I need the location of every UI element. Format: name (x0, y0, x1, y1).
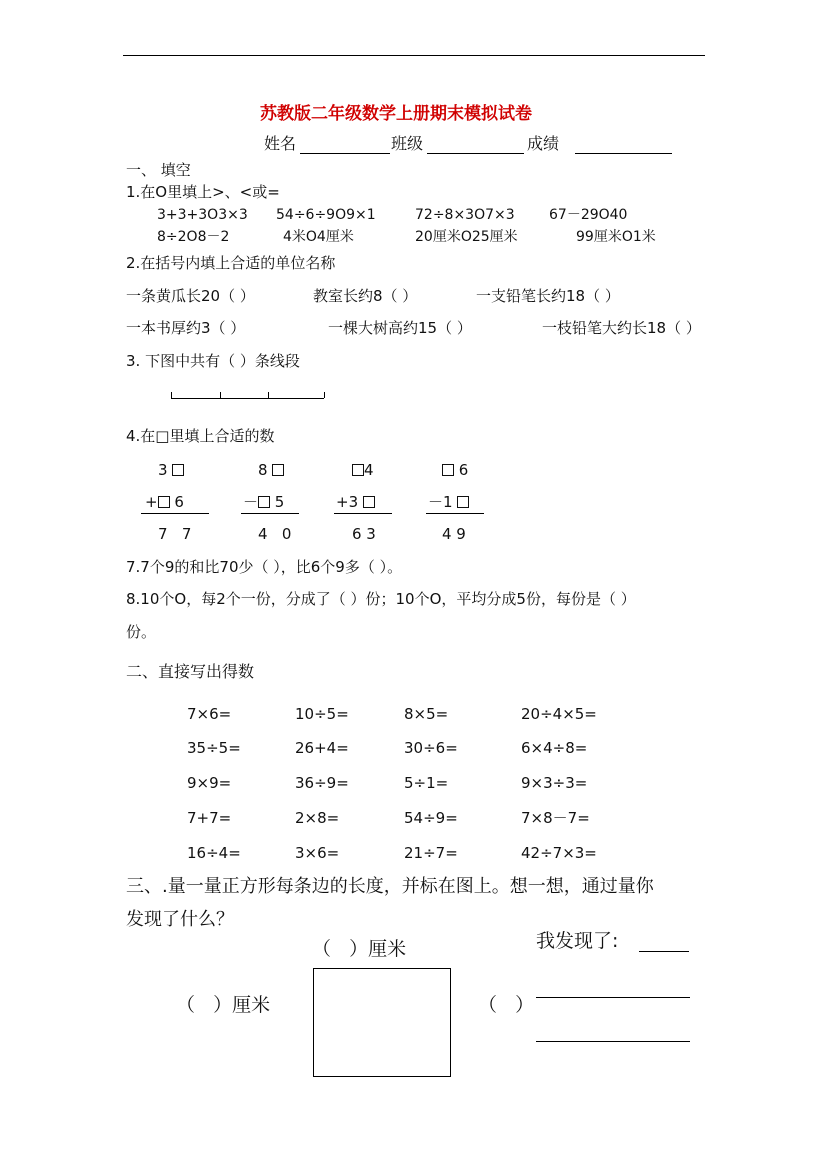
calc-item: 30÷6= (404, 739, 458, 757)
calc-item: 7×6= (187, 705, 232, 723)
score-label: 成绩 (527, 134, 560, 153)
class-label: 班级 (391, 134, 424, 153)
measure-square (313, 968, 451, 1077)
q2-item: 一本书厚约3（ ） (126, 319, 246, 337)
calc-item: 36÷9= (295, 774, 349, 792)
calc-item: 7×8－7= (521, 809, 590, 827)
blank-box[interactable] (363, 496, 375, 508)
blank-box[interactable] (272, 464, 284, 476)
q4-mid: + 6 (145, 493, 184, 511)
blank-box[interactable] (172, 464, 184, 476)
page-title: 苏教版二年级数学上册期末模拟试卷 (260, 104, 532, 124)
top-rule (123, 55, 705, 56)
q1-item: 8÷2O8－2 (157, 229, 230, 245)
name-label: 姓名 (264, 134, 297, 153)
calc-item: 54÷9= (404, 809, 458, 827)
calc-item: 9×9= (187, 774, 232, 792)
calc-item: 21÷7= (404, 844, 458, 862)
square-top-label: （ ）厘米 (312, 938, 407, 960)
found-blank[interactable] (536, 997, 690, 998)
q7: 7.7个9的和比70少（ ），比6个9多（ ）。 (126, 558, 403, 576)
q4-top: 8 (258, 463, 284, 478)
segment-endpoint (171, 392, 172, 398)
blank-box[interactable] (258, 496, 270, 508)
calc-item: 26+4= (295, 739, 349, 757)
q1-item: 4米O4厘米 (283, 229, 354, 245)
q2-item: 一棵大树高约15（ ） (328, 319, 472, 337)
calc-item: 20÷4×5= (521, 705, 597, 723)
segment-point (220, 392, 221, 398)
calc-item: 7+7= (187, 809, 232, 827)
calc-item: 16÷4= (187, 844, 241, 862)
calc-item: 10÷5= (295, 705, 349, 723)
found-label: 我发现了: (536, 930, 619, 952)
calc-item: 5÷1= (404, 774, 449, 792)
calc-item: 2×8= (295, 809, 340, 827)
found-blank[interactable] (536, 1041, 690, 1042)
q2-item: 教室长约8（ ） (313, 287, 418, 305)
blank-box[interactable] (442, 464, 454, 476)
segment-point (268, 392, 269, 398)
square-left-label: （ ）厘米 (176, 994, 271, 1016)
found-blank[interactable] (639, 951, 689, 952)
section1-heading: 一、 填空 (126, 161, 191, 179)
class-blank[interactable] (427, 153, 524, 154)
q4-prompt: 4.在□里填上合适的数 (126, 427, 275, 445)
calc-item: 6×4÷8= (521, 739, 588, 757)
q1-item: 20厘米O25厘米 (415, 229, 518, 245)
q8-line1: 8.10个O，每2个一份，分成了（ ）份；10个O，平均分成5份，每份是（ ） (126, 590, 636, 608)
q4-answer: 4 0 (258, 525, 292, 543)
q2-item: 一条黄瓜长20（ ） (126, 287, 255, 305)
q1-prompt: 1.在O里填上>、<或= (126, 183, 280, 201)
calc-item: 9×3÷3= (521, 774, 588, 792)
calc-item: 42÷7×3= (521, 844, 597, 862)
calc-item: 35÷5= (187, 739, 241, 757)
score-blank[interactable] (575, 153, 672, 154)
section3-line1: 三、.量一量正方形每条边的长度，并标在图上。想一想，通过量你 (126, 876, 654, 897)
section2-heading: 二、直接写出得数 (126, 662, 255, 681)
segment-endpoint (324, 392, 325, 398)
segment-line (171, 398, 324, 399)
q2-item: 一枝铅笔大约长18（ ） (542, 319, 701, 337)
q1-item: 72÷8×3O7×3 (415, 207, 515, 223)
q1-item: 54÷6÷9O9×1 (276, 207, 376, 223)
q4-top: 4 (352, 463, 374, 478)
q4-answer: 6 3 (352, 525, 376, 543)
blank-box[interactable] (158, 496, 170, 508)
q4-sum-line (241, 513, 299, 514)
q4-sum-line (426, 513, 484, 514)
q4-answer: 4 9 (442, 525, 466, 543)
name-blank[interactable] (300, 153, 390, 154)
q4-sum-line (334, 513, 392, 514)
blank-box[interactable] (352, 464, 364, 476)
q2-prompt: 2.在括号内填上合适的单位名称 (126, 254, 336, 272)
q1-item: 3+3+3O3×3 (157, 207, 248, 223)
blank-box[interactable] (457, 496, 469, 508)
q8-line2: 份。 (126, 623, 157, 641)
q4-top: 3 (158, 463, 184, 478)
q4-answer: 7 7 (158, 525, 192, 543)
calc-item: 8×5= (404, 705, 449, 723)
square-right-label: （ ） (478, 994, 535, 1016)
q4-mid: －1 (428, 495, 469, 510)
q4-mid: +3 (336, 495, 375, 510)
q4-mid: － 5 (243, 493, 285, 511)
q1-item: 99厘米O1米 (576, 229, 656, 245)
section3-line2: 发现了什么？ (126, 909, 234, 930)
calc-item: 3×6= (295, 844, 340, 862)
q3-prompt: 3. 下图中共有（ ）条线段 (126, 352, 300, 370)
q2-item: 一支铅笔长约18（ ） (476, 287, 620, 305)
q1-item: 67－29O40 (549, 207, 628, 223)
q4-top: 6 (442, 463, 468, 478)
q4-sum-line (141, 513, 209, 514)
